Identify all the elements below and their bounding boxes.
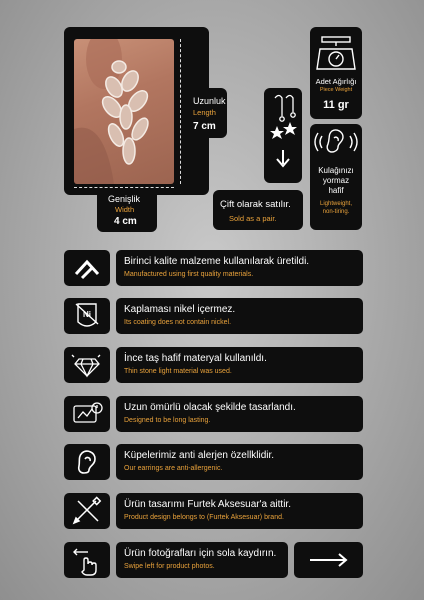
lightweight-en-2: non-tiring.	[322, 209, 350, 215]
width-label-panel	[97, 190, 157, 232]
feature-text-en: Swipe left for product photos.	[124, 563, 215, 570]
diamond-icon	[64, 347, 110, 383]
feature-text-tr: Uzun ömürlü olacak şekilde tasarlandı.	[124, 402, 296, 413]
earring-pair-icon	[264, 88, 302, 183]
feature-text-tr: Küpelerimiz anti alerjen özellklidir.	[124, 450, 275, 461]
feature-text-tr: Kaplaması nikel içermez.	[124, 304, 236, 315]
pair-text-tr: Çift olarak satılır.	[220, 199, 291, 210]
feature-text-tr: Birinci kalite malzeme kullanılarak üretildi.	[124, 256, 310, 267]
scale-icon	[310, 27, 362, 75]
feature-text-en: Thin stone light material was used.	[124, 368, 232, 375]
width-label-tr: Genişlik	[108, 194, 141, 204]
pair-text-panel	[213, 190, 303, 230]
feature-row	[116, 542, 288, 578]
feature-text-tr: Ürün tasarımı Furtek Aksesuar'a aittir.	[124, 499, 291, 510]
earring-illustration	[74, 39, 174, 184]
feature-icon-box	[64, 298, 110, 334]
lightweight-tr-2: yormaz	[322, 176, 350, 185]
durable-icon	[64, 396, 110, 432]
length-dimension-line	[180, 39, 182, 184]
arrow-right-icon	[294, 542, 363, 578]
pair-icon-panel	[264, 88, 302, 183]
length-label-en: Length	[193, 108, 216, 117]
feature-row	[116, 444, 363, 480]
length-label-tr: Uzunluk	[193, 96, 226, 106]
length-value: 7 cm	[193, 121, 216, 132]
weight-value: 11 gr	[323, 99, 349, 111]
feature-text-en: Designed to be long lasting.	[124, 417, 211, 424]
feature-text-en: Product design belongs to (Furtek Aksesuar) brand.	[124, 514, 284, 521]
feature-icon-box[interactable]	[64, 542, 110, 578]
design-pencil-icon	[64, 493, 110, 529]
feature-text-en: Our earrings are anti-allergenic.	[124, 465, 223, 472]
width-label-en: Width	[115, 205, 135, 214]
weight-label-en: Piece Weight	[319, 87, 353, 93]
nickel-free-icon	[64, 298, 110, 334]
svg-text:Ni: Ni	[83, 310, 91, 319]
feature-icon-box	[64, 347, 110, 383]
ear-icon	[64, 444, 110, 480]
lightweight-en-1: Lightweight,	[319, 201, 353, 207]
swipe-arrow-button[interactable]	[294, 542, 363, 578]
swipe-hand-icon	[64, 542, 110, 578]
length-label-panel	[185, 88, 227, 138]
feature-icon-box	[64, 396, 110, 432]
feature-icon-box	[64, 250, 110, 286]
weight-panel	[310, 27, 362, 119]
feature-icon-box	[64, 493, 110, 529]
feature-row	[116, 347, 363, 383]
product-photo	[74, 39, 174, 184]
ear-sound-icon	[310, 124, 362, 164]
feature-text-tr: Ürün fotoğrafları için sola kaydırın.	[124, 548, 277, 559]
feature-row	[116, 250, 363, 286]
width-value: 4 cm	[114, 216, 137, 227]
pair-text-en: Sold as a pair.	[229, 214, 277, 223]
lightweight-tr-3: hafif	[328, 186, 344, 195]
feature-row	[116, 298, 363, 334]
feature-row	[116, 493, 363, 529]
feature-text-en: Manufactured using first quality materials.	[124, 271, 254, 278]
lightweight-panel	[310, 124, 362, 230]
feature-row	[116, 396, 363, 432]
feature-icon-box	[64, 444, 110, 480]
lightweight-tr-1: Kulağınızı	[318, 166, 354, 175]
width-dimension-line	[74, 187, 174, 189]
quality-chevron-icon	[64, 250, 110, 286]
feature-text-en: Its coating does not contain nickel.	[124, 319, 232, 326]
feature-text-tr: İnce taş hafif materyal kullanıldı.	[124, 353, 267, 364]
weight-label-tr: Adet Ağırlığı	[315, 77, 357, 86]
